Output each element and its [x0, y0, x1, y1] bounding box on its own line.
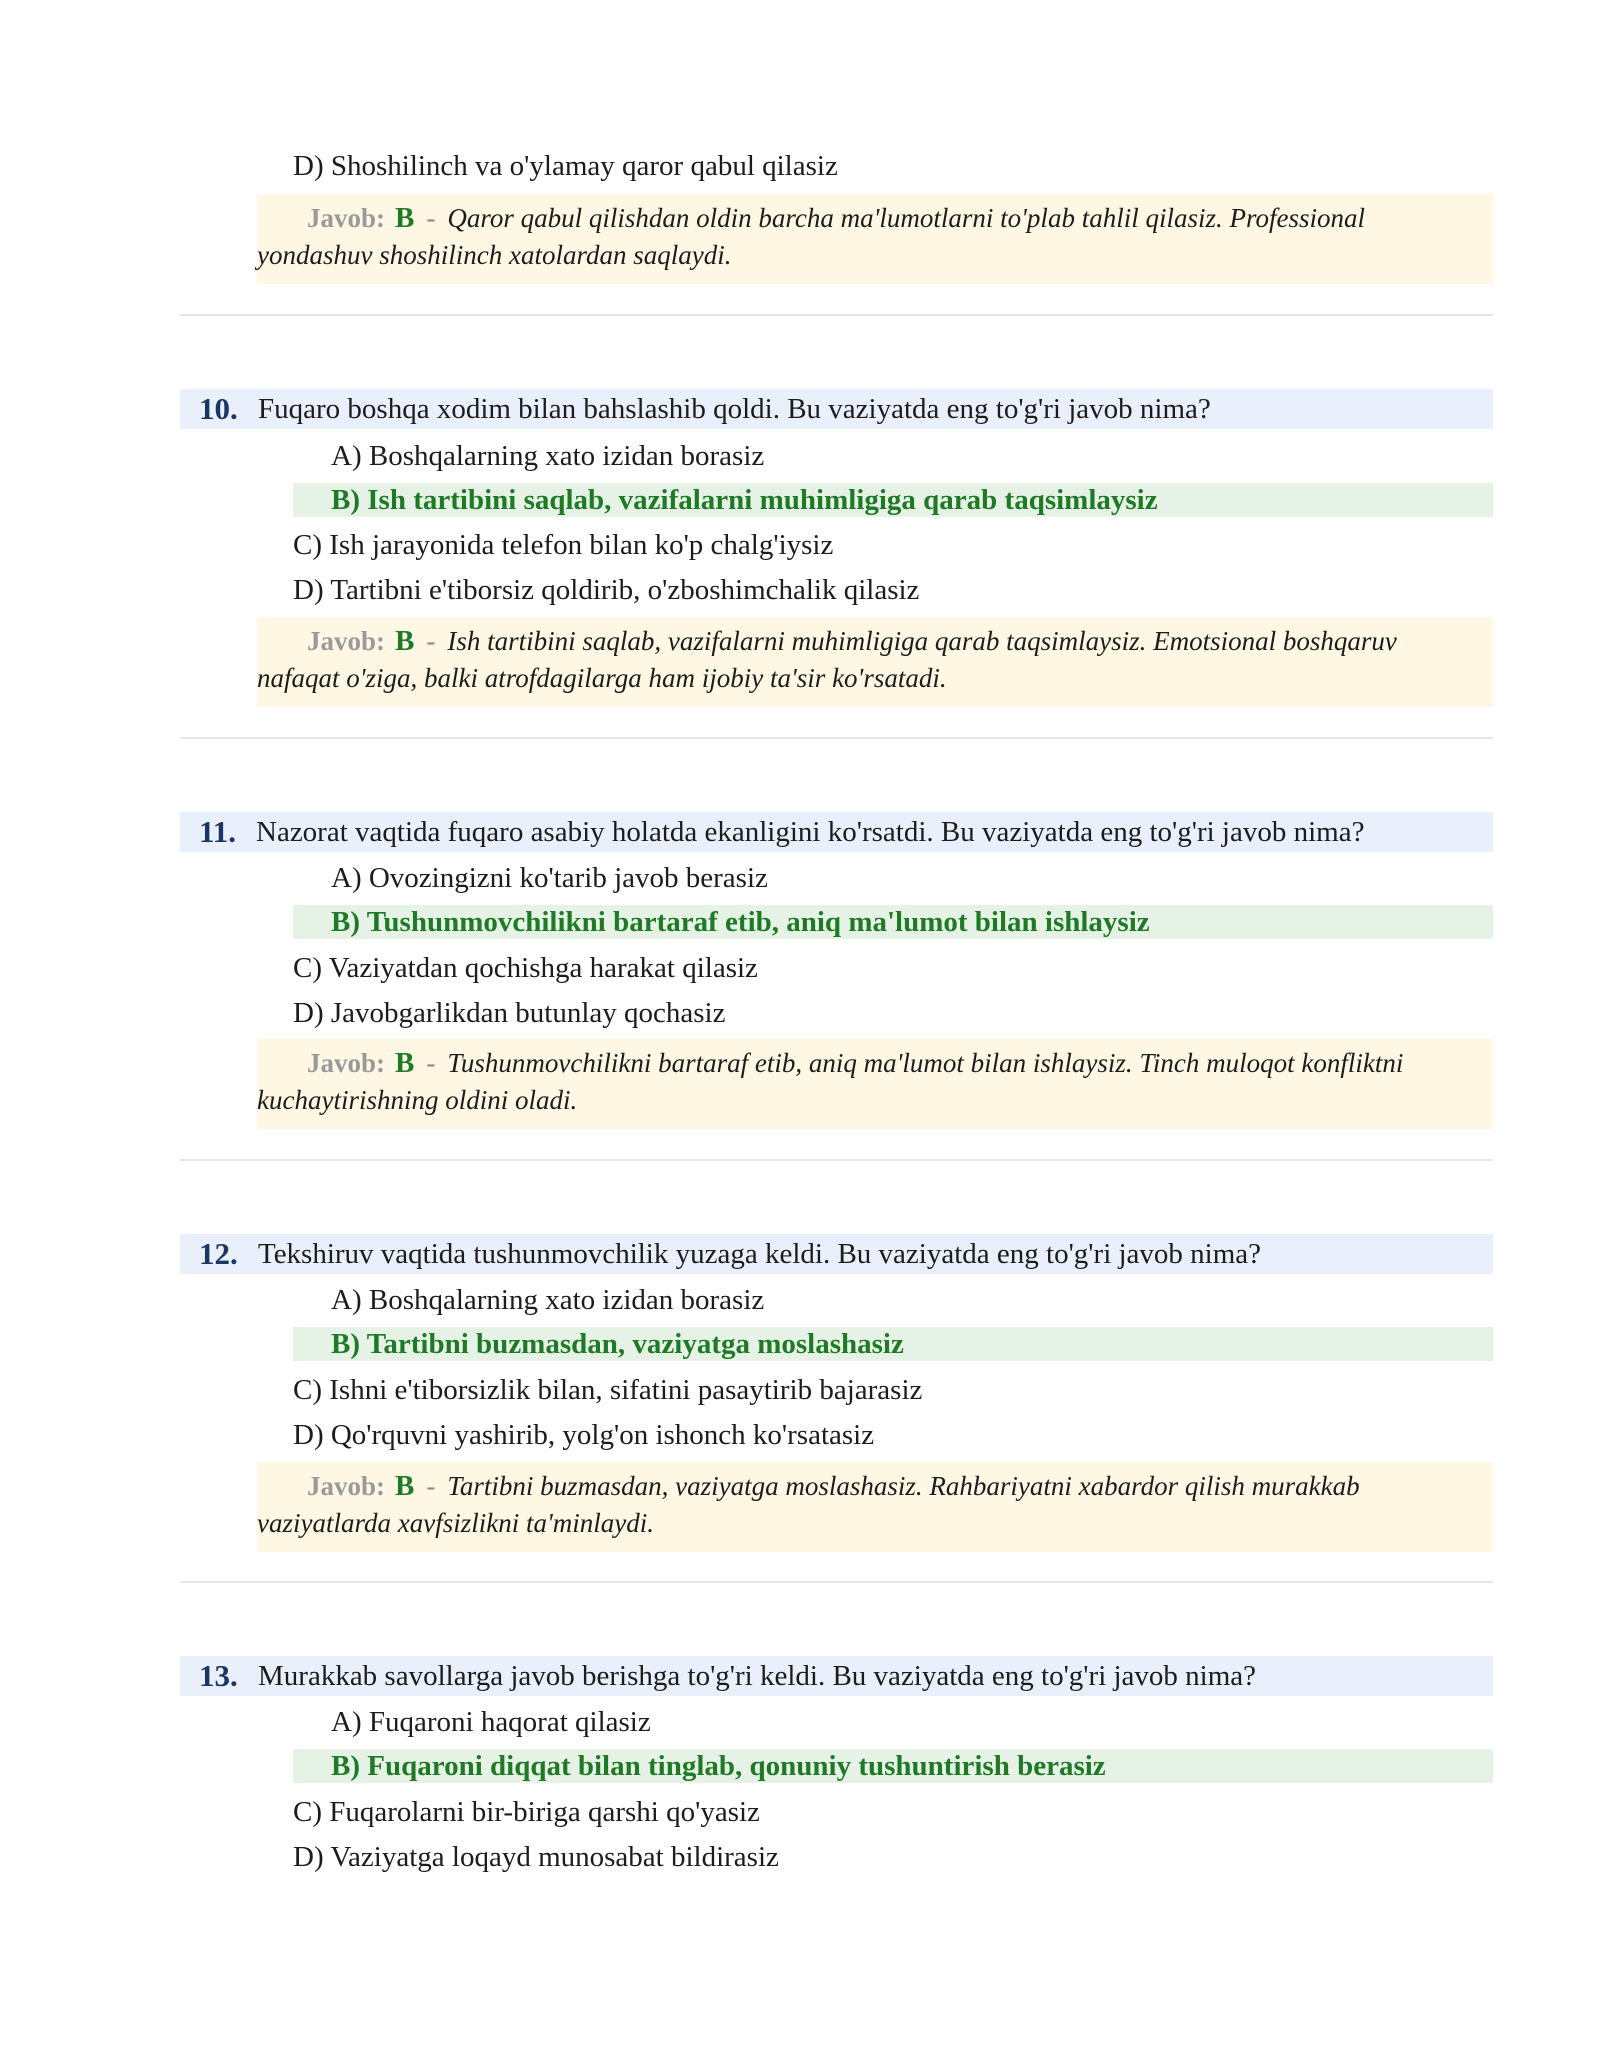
option-b-correct: B) Tartibni buzmasdan, vaziyatga moslashasiz [293, 1327, 1493, 1361]
answer-letter: B [395, 202, 415, 234]
option-a: A) Ovozingizni ko'tarib javob berasiz [331, 862, 768, 894]
answer-letter: B [395, 625, 415, 657]
question-text: Nazorat vaqtida fuqaro asabiy holatda ekanligini ko'rsatdi. Bu vaziyatda eng to'g'ri javob nima? [256, 816, 1365, 848]
option-d: D) Tartibni e'tiborsiz qoldirib, o'zboshimchalik qilasiz [293, 574, 920, 606]
option-d: D) Shoshilinch va o'ylamay qaror qabul qilasiz [293, 150, 838, 182]
option-d: D) Vaziyatga loqayd munosabat bildirasiz [293, 1841, 779, 1873]
answer-box [257, 1039, 1493, 1129]
separator [180, 1159, 1493, 1161]
answer-label: Javob: [307, 626, 386, 656]
option-a: A) Boshqalarning xato izidan borasiz [331, 440, 765, 472]
option-d: D) Qo'rquvni yashirib, yolg'on ishonch ko'rsatasiz [293, 1419, 875, 1451]
answer-text: Tartibni buzmasdan, vaziyatga moslashasiz. Rahbariyatni xabardor qilish murakkab vaziyatlarda xavfsizlikni ta'minlaydi. [257, 1471, 1360, 1538]
answer-letter: B [395, 1470, 415, 1502]
answer-box [257, 194, 1493, 284]
question-12-header [180, 1234, 1493, 1274]
separator [180, 314, 1493, 316]
option-a: A) Boshqalarning xato izidan borasiz [331, 1284, 765, 1316]
question-number: 12. [199, 1236, 238, 1271]
option-a: A) Fuqaroni haqorat qilasiz [331, 1706, 651, 1738]
option-b-correct: B) Ish tartibini saqlab, vazifalarni muhimligiga qarab taqsimlaysiz [293, 483, 1493, 517]
answer-text: Ish tartibini saqlab, vazifalarni muhimligiga qarab taqsimlaysiz. Emotsional boshqaruv nafaqat o'ziga, balki atrofdagilarga ham ijobiy ta'sir ko'rsatadi. [257, 626, 1397, 693]
option-c: C) Ishni e'tiborsizlik bilan, sifatini pasaytirib bajarasiz [293, 1374, 923, 1406]
answer-text: Qaror qabul qilishdan oldin barcha ma'lumotlarni to'plab tahlil qilasiz. Professional yondashuv shoshilinch xatolardan saqlaydi. [257, 203, 1365, 270]
answer-label: Javob: [307, 203, 386, 233]
question-11-header [180, 812, 1493, 852]
answer-text: Tushunmovchilikni bartaraf etib, aniq ma'lumot bilan ishlaysiz. Tinch muloqot konfliktni kuchaytirishning oldini oladi. [257, 1048, 1404, 1115]
answer-label: Javob: [307, 1471, 386, 1501]
question-text: Murakkab savollarga javob berishga to'g'ri keldi. Bu vaziyatda eng to'g'ri javob nima? [258, 1660, 1257, 1692]
separator [180, 737, 1493, 739]
answer-dash: - [426, 1048, 436, 1078]
question-text: Fuqaro boshqa xodim bilan bahslashib qoldi. Bu vaziyatda eng to'g'ri javob nima? [258, 393, 1211, 425]
answer-dash: - [426, 203, 436, 233]
question-number: 11. [199, 814, 237, 849]
question-10-header [180, 389, 1493, 429]
option-d: D) Javobgarlikdan butunlay qochasiz [293, 997, 726, 1029]
answer-dash: - [426, 626, 436, 656]
answer-box [257, 1462, 1493, 1552]
separator [180, 1581, 1493, 1583]
question-number: 10. [199, 391, 238, 426]
question-number: 13. [199, 1658, 238, 1693]
answer-label: Javob: [307, 1048, 386, 1078]
answer-dash: - [426, 1471, 436, 1501]
option-b-correct: B) Fuqaroni diqqat bilan tinglab, qonuniy tushuntirish berasiz [293, 1749, 1493, 1783]
answer-box [257, 617, 1493, 707]
option-c: C) Vaziyatdan qochishga harakat qilasiz [293, 952, 758, 984]
answer-letter: B [395, 1047, 415, 1079]
question-text: Tekshiruv vaqtida tushunmovchilik yuzaga keldi. Bu vaziyatda eng to'g'ri javob nima? [258, 1238, 1262, 1270]
option-c: C) Fuqarolarni bir-biriga qarshi qo'yasiz [293, 1796, 760, 1828]
option-b-correct: B) Tushunmovchilikni bartaraf etib, aniq ma'lumot bilan ishlaysiz [293, 905, 1493, 939]
question-13-header [180, 1656, 1493, 1696]
option-c: C) Ish jarayonida telefon bilan ko'p chalg'iysiz [293, 529, 834, 561]
